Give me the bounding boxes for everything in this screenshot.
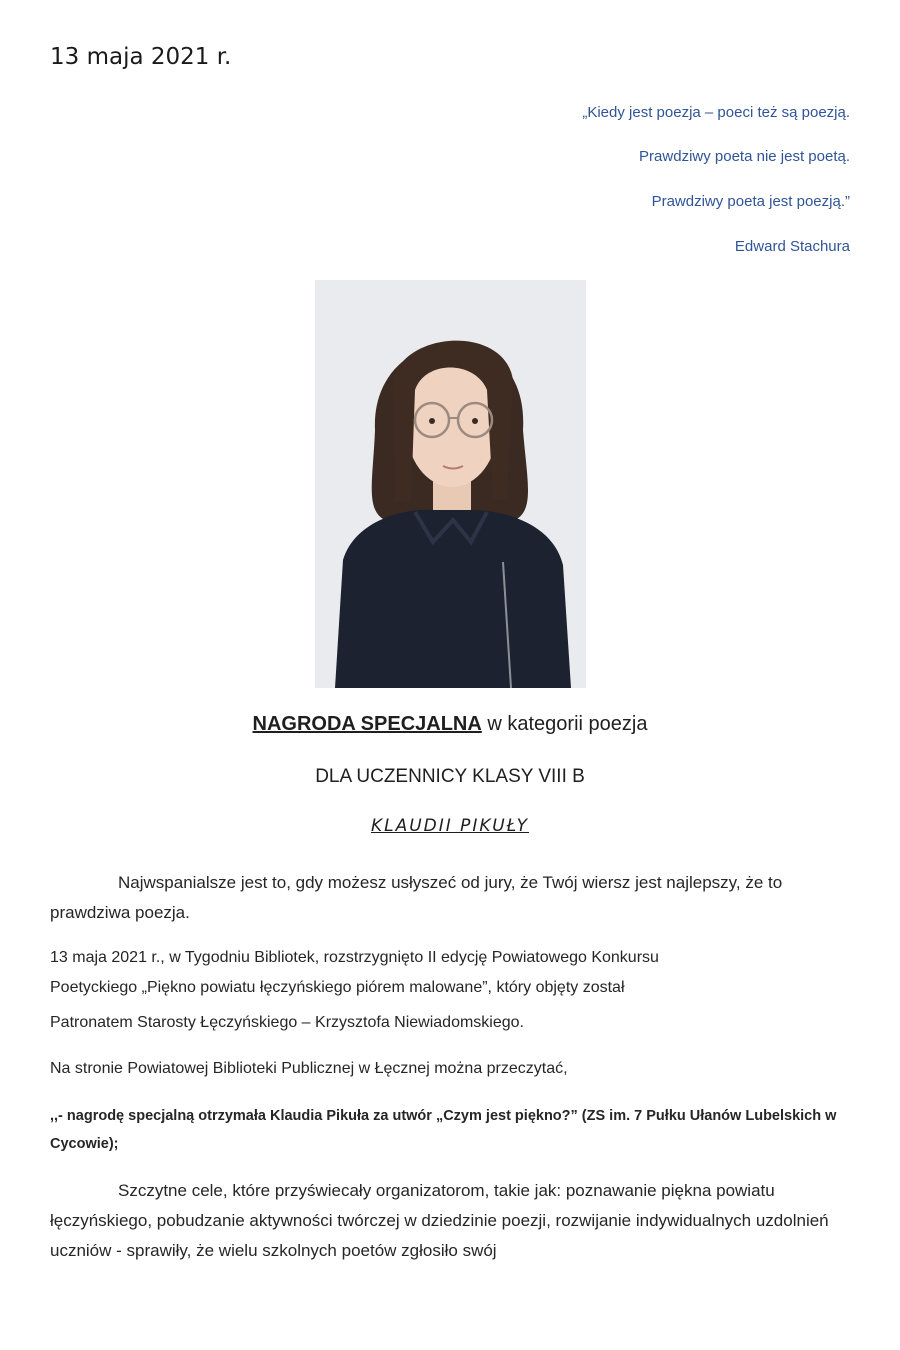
quote-line-2: Prawdziwy poeta nie jest poetą. [639,148,850,165]
student-portrait-photo [315,280,586,688]
paragraph-contest-line-3: Patronatem Starosty Łęczyńskiego – Krzysztofa Niewiadomskiego. [50,1014,524,1031]
quote-line-3: Prawdziwy poeta jest poezją.” [651,193,850,210]
quote-line-1: „Kiedy jest poezja – poeci też są poezją. [582,104,850,121]
award-title-strong: NAGRODA SPECJALNA [252,713,482,735]
paragraph-contest-line-1: 13 maja 2021 r., w Tygodniu Bibliotek, rozstrzygnięto II edycję Powiatowego Konkursu [50,949,659,966]
student-name: KLAUDII PIKUŁY [370,816,530,836]
paragraph-award-quote: ,,- nagrodę specjalną otrzymała Klaudia Pikuła za utwór „Czym jest piękno?” (ZS im. 7 Pułku Ułanów Lubelskich w Cycowie); [50,1108,837,1152]
paragraph-library-note: Na stronie Powiatowej Biblioteki Publicznej w Łęcznej można przeczytać, [50,1060,568,1077]
quote-author: Edward Stachura [734,238,850,255]
award-class-line: DLA UCZENNICY KLASY VIII B [315,766,585,787]
document-date: 13 maja 2021 r. [50,44,232,70]
paragraph-intro: Najwspanialsze jest to, gdy możesz usłyszeć od jury, że Twój wiersz jest najlepszy, że to prawdziwa poezja. [50,873,783,922]
award-title [0,713,900,736]
paragraph-contest-line-2: Poetyckiego „Piękno powiatu łęczyńskiego piórem malowane”, który objęty został [50,979,625,996]
paragraph-goals: Szczytne cele, które przyświecały organizatorom, takie jak: poznawanie piękna powiatu łęczyńskiego, pobudzanie aktywności twórczej w dziedzinie poezji, rozwijanie indywidualnych uzdolnień uczniów - sprawiły, że wielu szkolnych poetów zgłosiło swój [50,1181,829,1260]
award-title-rest: w kategorii poezja [481,713,648,735]
